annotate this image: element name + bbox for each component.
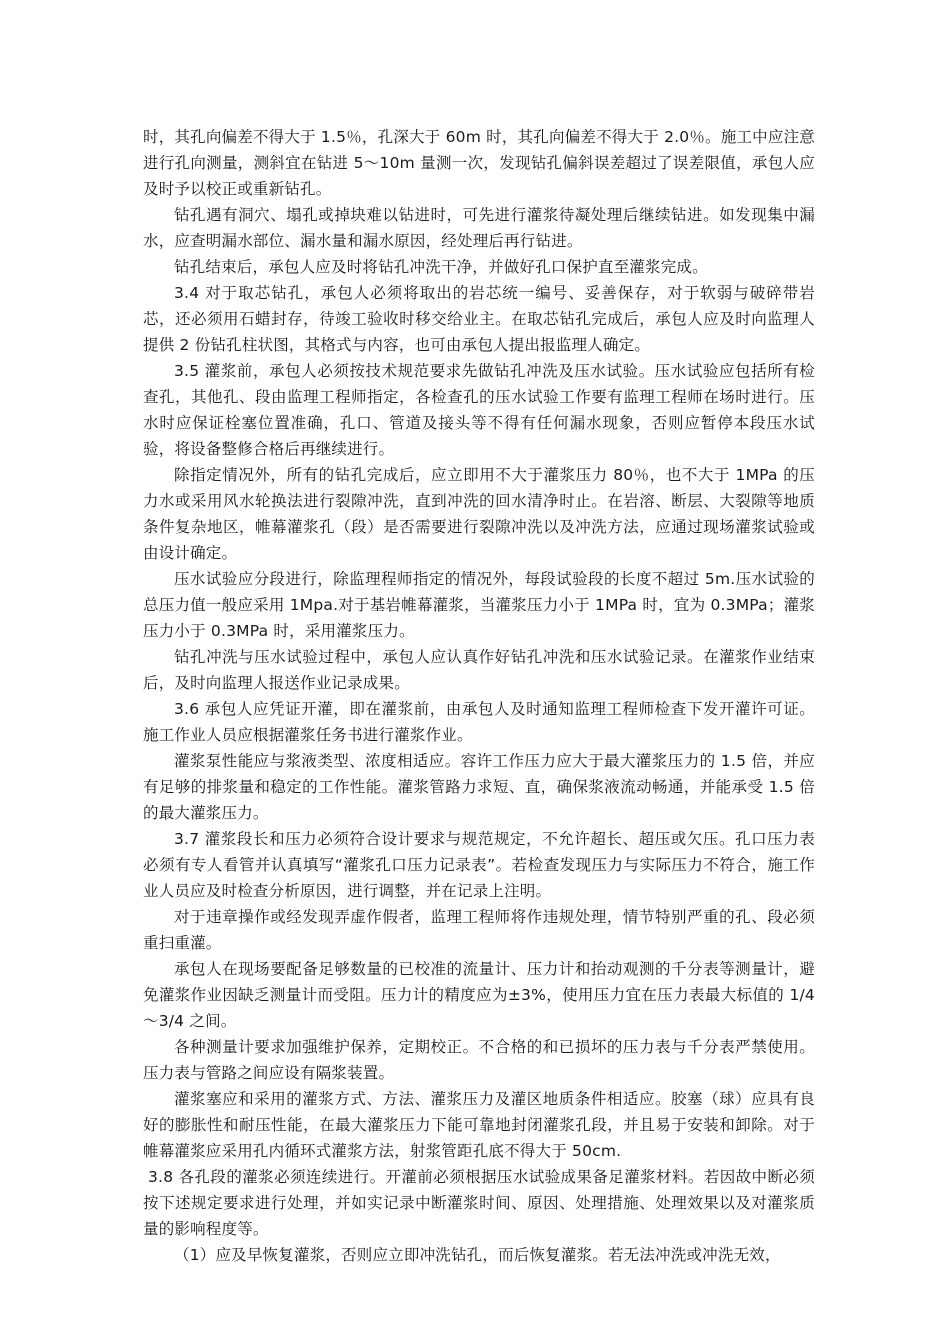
paragraph: 灌浆塞应和采用的灌浆方式、方法、灌浆压力及灌区地质条件相适应。胶塞（球）应具有良好的膨胀性和耐压性能，在最大灌浆压力下能可靠地封闭灌浆孔段，并且易于安装和卸除。对于帷幕灌浆应采用孔内循环式灌浆方法，射浆管距孔底不得大于 50cm. (143, 1090, 815, 1160)
paragraph: 除指定情况外，所有的钻孔完成后，应立即用不大于灌浆压力 80％，也不大于 1MPa 的压力水或采用风水轮换法进行裂隙冲洗，直到冲洗的回水清净时止。在岩溶、断层、大裂隙等地质条件复杂地区，帷幕灌浆孔（段）是否需要进行裂隙冲洗以及冲洗方法，应通过现场灌浆试验或由设计确定。 (143, 466, 815, 562)
section-3-8-paragraph: 3.8 各孔段的灌浆必须连续进行。开灌前必须根据压水试验成果备足灌浆材料。若因故中断必须按下述规定要求进行处理，并如实记录中断灌浆时间、原因、处理措施、处理效果以及对灌浆质量的影响程度等。 (143, 1168, 815, 1238)
paragraph: 钻孔遇有洞穴、塌孔或掉块难以钻进时，可先进行灌浆待凝处理后继续钻进。如发现集中漏水，应查明漏水部位、漏水量和漏水原因，经处理后再行钻进。 (143, 206, 815, 250)
paragraph: 钻孔冲洗与压水试验过程中，承包人应认真作好钻孔冲洗和压水试验记录。在灌浆作业结束后，及时向监理人报送作业记录成果。 (143, 648, 815, 692)
paragraph: 灌浆泵性能应与浆液类型、浓度相适应。容许工作压力应大于最大灌浆压力的 1.5 倍，并应有足够的排浆量和稳定的工作性能。灌浆管路力求短、直，确保浆液流动畅通，并能承受 1.5 倍的最大灌浆压力。 (143, 752, 815, 822)
document-body (143, 124, 815, 1268)
section-3-7-paragraph: 3.7 灌浆段长和压力必须符合设计要求与规范规定，不允许超长、超压或欠压。孔口压力表必须有专人看管并认真填写“灌浆孔口压力记录表”。若检查发现压力与实际压力不符合，施工作业人员应及时检查分析原因，进行调整，并在记录上注明。 (143, 830, 815, 900)
section-3-5-paragraph: 3.5 灌浆前，承包人必须按技术规范要求先做钻孔冲洗及压水试验。压水试验应包括所有检查孔，其他孔、段由监理工程师指定，各检查孔的压水试验工作要有监理工程师在场时进行。压水时应保证栓塞位置准确，孔口、管道及接头等不得有任何漏水现象，否则应暂停本段压水试验，将设备整修合格后再继续进行。 (143, 362, 815, 458)
list-item: （1）应及早恢复灌浆，否则应立即冲洗钻孔，而后恢复灌浆。若无法冲洗或冲洗无效， (174, 1246, 781, 1264)
paragraph: 对于违章操作或经发现弄虚作假者，监理工程师将作违规处理，情节特别严重的孔、段必须重扫重灌。 (143, 908, 815, 952)
section-3-4-paragraph: 3.4 对于取芯钻孔，承包人必须将取出的岩芯统一编号、妥善保存，对于软弱与破碎带岩芯，还必须用石蜡封存，待竣工验收时移交给业主。在取芯钻孔完成后，承包人应及时向监理人提供 2 份钻孔柱状图，其格式与内容，也可由承包人提出报监理人确定。 (143, 284, 815, 354)
section-3-6-paragraph: 3.6 承包人应凭证开灌，即在灌浆前，由承包人及时通知监理工程师检查下发开灌许可证。施工作业人员应根据灌浆任务书进行灌浆作业。 (143, 700, 815, 744)
paragraph: 承包人在现场要配备足够数量的已校准的流量计、压力计和抬动观测的千分表等测量计，避免灌浆作业因缺乏测量计而受阻。压力计的精度应为±3%，使用压力宜在压力表最大标值的 1/4～3/4 之间。 (143, 960, 815, 1030)
paragraph: 各种测量计要求加强维护保养，定期校正。不合格的和已损坏的压力表与千分表严禁使用。压力表与管路之间应设有隔浆装置。 (143, 1038, 815, 1082)
paragraph: 压水试验应分段进行，除监理程师指定的情况外，每段试验段的长度不超过 5m.压水试验的总压力值一般应采用 1Mpa.对于基岩帷幕灌浆，当灌浆压力小于 1MPa 时，宜为 0.3MPa；灌浆压力小于 0.3MPa 时，采用灌浆压力。 (143, 570, 815, 640)
paragraph: 时，其孔向偏差不得大于 1.5％，孔深大于 60m 时，其孔向偏差不得大于 2.0％。施工中应注意进行孔向测量，测斜宜在钻进 5～10m 量测一次，发现钻孔偏斜误差超过了误差限值，承包人应及时予以校正或重新钻孔。 (143, 128, 815, 198)
paragraph: 钻孔结束后，承包人应及时将钻孔冲洗干净，并做好孔口保护直至灌浆完成。 (174, 258, 708, 276)
